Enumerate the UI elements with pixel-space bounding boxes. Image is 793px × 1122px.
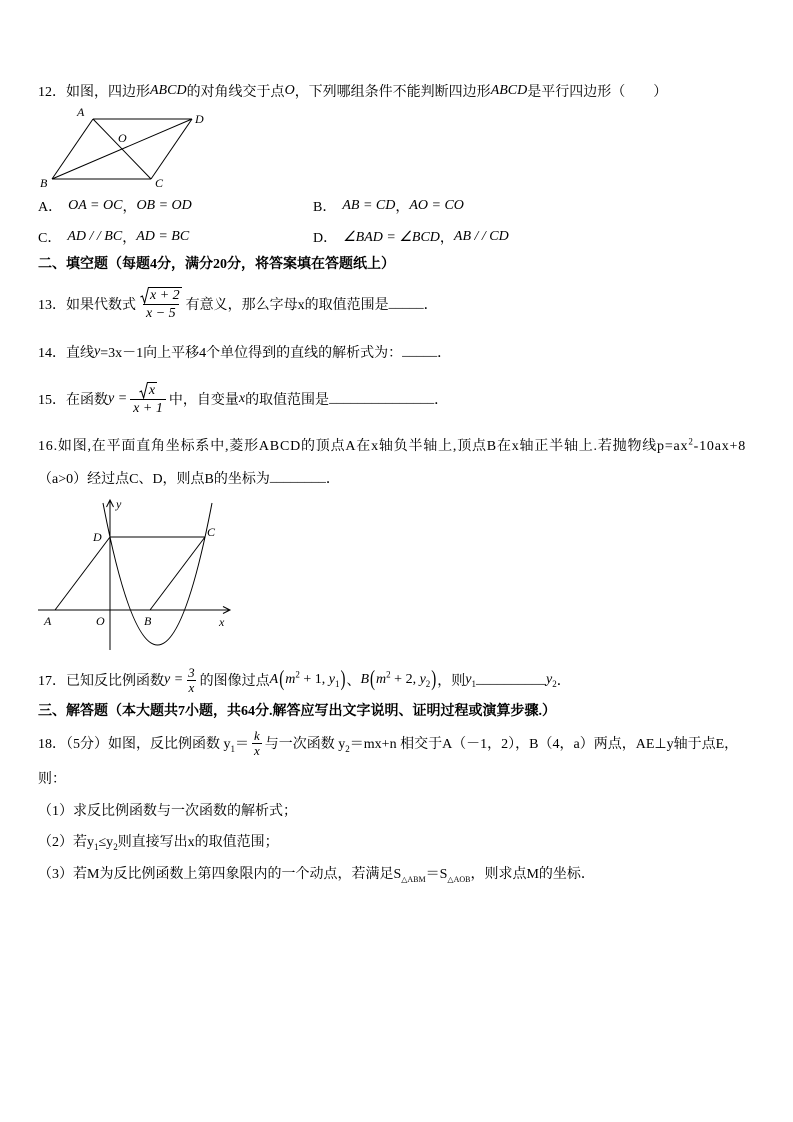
q15-text-1: 15．在函数 bbox=[38, 393, 108, 408]
q17-point-b-lparen: ( bbox=[370, 667, 376, 691]
q17-separator: 、 bbox=[346, 674, 361, 689]
option-a-label: A． bbox=[38, 200, 63, 215]
q12-quad-name-2: ABCD bbox=[490, 83, 528, 98]
q15-fraction bbox=[130, 382, 166, 417]
q18-part-3-sub-2: △AOB bbox=[447, 874, 471, 884]
q12-point-o: O bbox=[284, 83, 295, 98]
q17-point-a-lparen: ( bbox=[279, 667, 285, 691]
q17-answer-blank: __________ bbox=[476, 672, 547, 687]
q12-option-c bbox=[38, 227, 189, 247]
q18-line-1 bbox=[38, 725, 738, 761]
q14-end: ． bbox=[437, 346, 452, 361]
q13-numerator bbox=[139, 287, 183, 304]
q13-radicand: x + 2 bbox=[150, 287, 180, 303]
q18-equals: ＝ bbox=[235, 737, 249, 752]
q17-point-a-name: A bbox=[269, 672, 279, 687]
q14-var-y: y bbox=[94, 344, 101, 359]
q18-part-2 bbox=[38, 831, 279, 851]
q17-point-b-exp: 2 bbox=[386, 669, 391, 680]
q14-answer-blank: _____ bbox=[402, 344, 438, 359]
q18-part-3-text bbox=[38, 863, 595, 883]
q17-point-a-y-base: y bbox=[328, 672, 335, 687]
q14-text-2: =3x－1向上平移4个单位得到的直线的解析式为： bbox=[100, 346, 403, 361]
q13-sqrt bbox=[140, 287, 182, 304]
option-c-separator: ， bbox=[122, 231, 137, 246]
q18-text-1 bbox=[38, 733, 249, 753]
label-d: D bbox=[93, 530, 102, 544]
label-c: C bbox=[207, 525, 216, 539]
q17-point-b-m-squared bbox=[376, 669, 391, 688]
q13-end: ． bbox=[423, 298, 438, 313]
q18-stem-start: 18．（5分）如图，反比例函数 y bbox=[38, 737, 231, 752]
q17-line bbox=[38, 662, 571, 698]
q17-numerator: 3 bbox=[188, 664, 195, 680]
q15-text-3: 的取值范围是 bbox=[245, 393, 330, 408]
q17-y2-sub: 2 bbox=[552, 678, 557, 689]
q17-point-a-y bbox=[329, 672, 340, 688]
q12-text-1: 如图，四边形 bbox=[66, 85, 150, 100]
radical-sign bbox=[139, 382, 148, 399]
label-b: B bbox=[144, 614, 152, 628]
q17-end: ． bbox=[556, 674, 571, 689]
q12-option-a bbox=[38, 196, 192, 216]
q17-point-b-y-base: y bbox=[419, 672, 426, 687]
label-b: B bbox=[40, 176, 48, 190]
q17-text-2: 的图像过点 bbox=[199, 674, 270, 689]
q12-quad-name-1: ABCD bbox=[150, 83, 187, 98]
label-o: O bbox=[96, 614, 105, 628]
q16-line-1 bbox=[38, 435, 746, 455]
q13-line bbox=[38, 284, 438, 324]
q13-answer-blank: _____ bbox=[388, 296, 424, 311]
q16-text-2: （a>0）经过点C、D，则点B的坐标为 bbox=[38, 472, 270, 487]
q18-part-3 bbox=[38, 863, 595, 883]
q16-stem-end: -10ax+8 bbox=[693, 439, 747, 454]
q17-denominator: x bbox=[188, 679, 195, 695]
q12-option-d bbox=[313, 227, 509, 247]
option-a-condition-2: OB = OD bbox=[136, 198, 192, 213]
section-3-title: 三、解答题（本大题共7小题，共64分.解答应写出文字说明、证明过程或演算步骤.） bbox=[38, 704, 556, 719]
option-b-label: B． bbox=[313, 200, 337, 215]
label-a: A bbox=[44, 614, 52, 628]
radical-sign bbox=[140, 287, 149, 304]
q14-text-1: 14．直线 bbox=[38, 346, 94, 361]
q17-fraction bbox=[186, 666, 197, 695]
q12-text-2: 的对角线交于点 bbox=[186, 85, 285, 100]
q18-part-1-text: （1）求反比例函数与一次函数的解析式； bbox=[38, 804, 297, 819]
q17-y1 bbox=[465, 672, 476, 688]
q15-text-2: 中，自变量 bbox=[168, 393, 239, 408]
q17-point-b-m: m bbox=[376, 672, 387, 687]
q18-y2-sub: 2 bbox=[345, 743, 350, 754]
q12-option-b bbox=[313, 196, 464, 216]
q17-point-b-rest: + 2, bbox=[390, 672, 420, 687]
label-o: O bbox=[118, 131, 127, 145]
q18-part-2-sub-1: 1 bbox=[94, 841, 99, 852]
option-b-separator: ， bbox=[395, 200, 410, 215]
q17-point-a-rest: + 1, bbox=[299, 672, 329, 687]
q18-part-3-middle: ＝S bbox=[425, 867, 448, 882]
q17-point-a-exp: 2 bbox=[295, 669, 300, 680]
q18-line-then bbox=[38, 768, 66, 788]
section-2-heading bbox=[38, 253, 395, 273]
q17-y2 bbox=[546, 672, 557, 688]
option-c-label: C． bbox=[38, 231, 62, 246]
option-d-condition-1: ∠BAD = ∠BCD bbox=[343, 229, 440, 245]
q17-y2-base: y bbox=[546, 672, 553, 687]
q17-point-a-m: m bbox=[285, 672, 296, 687]
q18-part-1 bbox=[38, 800, 297, 820]
option-c-condition-1: AD / / BC bbox=[67, 229, 123, 244]
q16-line-2 bbox=[38, 468, 340, 488]
q18-then: 则： bbox=[38, 772, 66, 787]
q15-radicand: x bbox=[148, 382, 156, 398]
q16-exponent: 2 bbox=[688, 436, 694, 447]
option-c-condition-2: AD = BC bbox=[136, 229, 190, 244]
q15-sqrt bbox=[139, 382, 157, 399]
q17-point-a-rparen: ) bbox=[340, 667, 346, 691]
q12-stem bbox=[38, 81, 667, 101]
q16-text-1 bbox=[38, 435, 746, 455]
q16-stem: 16.如图,在平面直角坐标系中,菱形ABCD的顶点A在x轴负半轴上,顶点B在x轴正半轴上.若抛物线p=ax bbox=[38, 439, 689, 454]
q18-part-2-end: 则直接写出x的取值范围； bbox=[117, 835, 279, 850]
option-a-separator: ， bbox=[122, 200, 137, 215]
q18-stem-end: ＝mx+n 相交于A（－1，2），B（4，a）两点，AE⊥y轴于点E， bbox=[349, 737, 739, 752]
q15-end: ． bbox=[434, 393, 449, 408]
section-3-heading bbox=[38, 700, 556, 720]
q18-part-2-sub-2: 2 bbox=[113, 841, 118, 852]
q15-var-x: x bbox=[238, 391, 246, 406]
q18-part-3-end: ，则求点M的坐标． bbox=[470, 867, 595, 882]
q16-end: ． bbox=[325, 472, 340, 487]
q14-line bbox=[38, 342, 451, 362]
label-y-axis: y bbox=[116, 497, 122, 511]
q18-text-2 bbox=[265, 733, 738, 753]
option-d-separator: ， bbox=[439, 231, 454, 246]
q12-text-4: 是平行四边形（ ） bbox=[527, 85, 668, 100]
q18-y1-sub: 1 bbox=[230, 743, 235, 754]
option-d-label: D． bbox=[313, 231, 338, 246]
section-2-title: 二、填空题（每题4分，满分20分，将答案填在答题纸上） bbox=[38, 257, 395, 272]
q18-part-2-middle: ≤y bbox=[98, 835, 114, 850]
q17-point-b-name: B bbox=[360, 672, 370, 687]
q17-point-b-rparen: ) bbox=[431, 667, 437, 691]
option-b-condition-2: AO = CO bbox=[409, 198, 464, 213]
option-a-condition-1: OA = OC bbox=[68, 198, 123, 213]
edge-bc bbox=[150, 537, 205, 610]
q16-answer-blank: ________ bbox=[269, 470, 326, 485]
label-a: A bbox=[77, 105, 85, 119]
option-b-condition-1: AB = CD bbox=[342, 198, 396, 213]
q13-fraction bbox=[139, 287, 183, 322]
q17-point-a-m-squared bbox=[285, 669, 300, 688]
q13-denominator: x − 5 bbox=[143, 304, 179, 322]
q16-rhombus-parabola-figure bbox=[30, 495, 240, 655]
q15-denominator: x + 1 bbox=[130, 399, 166, 417]
q13-text-1: 13．如果代数式 bbox=[38, 298, 136, 313]
q18-part-3-start: （3）若M为反比例函数上第四象限内的一个动点，若满足S bbox=[38, 867, 402, 882]
q17-y1-sub: 1 bbox=[471, 678, 477, 689]
q12-text-3: ，下列哪组条件不能判断四边形 bbox=[294, 85, 491, 100]
q18-denominator: x bbox=[254, 742, 260, 758]
q17-point-a-y-sub: 1 bbox=[334, 678, 340, 689]
q12-parallelogram-figure bbox=[30, 105, 210, 190]
q15-numerator bbox=[138, 382, 158, 399]
q18-stem-middle: 与一次函数 y bbox=[264, 737, 346, 752]
label-c: C bbox=[155, 176, 164, 190]
parabola bbox=[103, 503, 212, 645]
q18-numerator: k bbox=[254, 727, 260, 743]
q17-point-b-y bbox=[420, 672, 431, 688]
label-d: D bbox=[195, 112, 204, 126]
q17-text-3: ，则 bbox=[437, 674, 466, 689]
option-d-condition-2: AB / / CD bbox=[453, 229, 509, 244]
q18-fraction bbox=[252, 729, 262, 758]
label-x-axis: x bbox=[219, 615, 225, 629]
q18-part-3-sub-1: △ABM bbox=[401, 874, 426, 884]
q15-y-equals: y = bbox=[108, 391, 128, 406]
q17-y-equals: y = bbox=[164, 672, 184, 687]
q15-line bbox=[38, 379, 448, 419]
q17-point-b-y-sub: 2 bbox=[425, 678, 431, 689]
q17-text-1: 17．已知反比例函数 bbox=[38, 674, 164, 689]
q13-text-2: 有意义，那么字母x的取值范围是 bbox=[185, 298, 389, 313]
q12-number: 12． bbox=[38, 85, 66, 100]
q15-answer-blank: _______________ bbox=[329, 391, 435, 406]
edge-ad bbox=[55, 537, 110, 610]
q18-part-2-text bbox=[38, 831, 279, 851]
q18-part-2-start: （2）若y bbox=[38, 835, 94, 850]
q17-y1-base: y bbox=[465, 672, 472, 687]
